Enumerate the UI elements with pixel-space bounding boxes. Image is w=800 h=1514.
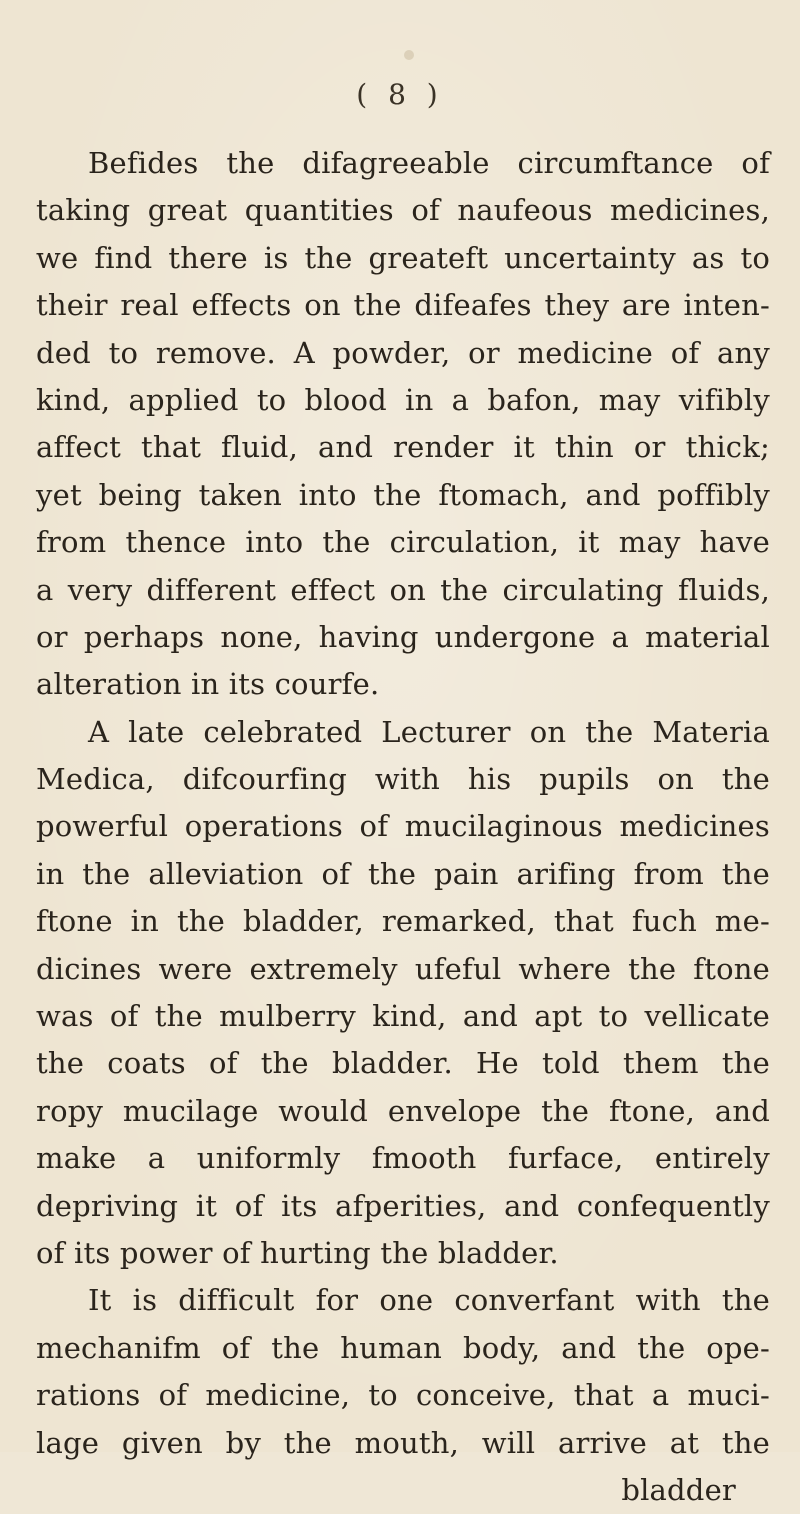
text-line: make a uniformly fmooth furface, entirely: [36, 1141, 770, 1176]
text-line: yet being taken into the ftomach, and poffibly: [36, 477, 770, 512]
text-line: lage given by the mouth, will arrive at the: [36, 1425, 770, 1460]
text-line: we find there is the greateft uncertainty as to: [36, 240, 770, 275]
text-line: A late celebrated Lecturer on the Materia: [88, 714, 770, 749]
text-line: ropy mucilage would envelope the ftone, and: [36, 1093, 770, 1128]
text-line: of its power of hurting the bladder.: [36, 1235, 559, 1270]
text-line: It is difficult for one converfant with the: [88, 1283, 770, 1318]
text-line: the coats of the bladder. He told them the: [36, 1046, 770, 1081]
text-line: or perhaps none, having undergone a material: [36, 619, 770, 654]
text-line: ftone in the bladder, remarked, that fuch me-: [36, 904, 770, 939]
text-line: ded to remove. A powder, or medicine of any: [36, 335, 770, 370]
text-line: affect that fluid, and render it thin or thick;: [36, 430, 770, 465]
page-number: [0, 78, 800, 111]
text-line: was of the mulberry kind, and apt to vellicate: [36, 999, 770, 1034]
text-line: mechanifm of the human body, and the ope-: [36, 1330, 770, 1365]
text-line: kind, applied to blood in a bafon, may vifibly: [36, 382, 770, 417]
catchword: bladder: [621, 1472, 736, 1507]
page-number-text: ( 8 ): [356, 78, 444, 111]
text-line: dicines were extremely ufeful where the ftone: [36, 951, 770, 986]
text-line: powerful operations of mucilaginous medicines: [36, 809, 770, 844]
text-line: alteration in its courfe.: [36, 667, 380, 702]
ink-blot: [404, 50, 414, 60]
text-line: their real effects on the difeafes they are inten-: [36, 288, 770, 323]
text-line: depriving it of its afperities, and confequently: [36, 1188, 770, 1223]
text-line: taking great quantities of naufeous medicines,: [36, 193, 770, 228]
text-line: in the alleviation of the pain arifing from the: [36, 856, 770, 891]
text-line: rations of medicine, to conceive, that a muci-: [36, 1378, 770, 1413]
text-line: Medica, difcourfing with his pupils on the: [36, 762, 770, 797]
text-line: from thence into the circulation, it may have: [36, 525, 770, 560]
body-text: [36, 140, 770, 1514]
text-line: Befides the difagreeable circumftance of: [88, 146, 770, 180]
text-line: a very different effect on the circulating fluids,: [36, 572, 770, 607]
